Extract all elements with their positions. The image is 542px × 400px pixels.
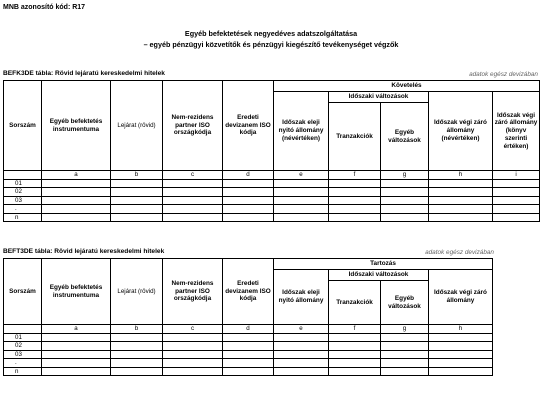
mnb-code: MNB azonosító kód: R17 [3,4,86,11]
t2-header-nyito: Időszak eleji nyitó állomány [274,270,329,325]
t2-header-deviza: Eredeti devizanem ISO kódja [223,259,274,325]
t1-letter: a [42,171,111,180]
report-subtitle: – egyéb pénzügyi közvetítők és pénzügyi kiegészítő tevékenységet végzők [143,40,399,49]
t2-row-number: 03 [4,350,42,358]
table-row [4,213,540,221]
t1-letter: b [111,171,163,180]
report-title: Egyéb befektetések negyedéves adatszolgáltatása [184,29,358,38]
t2-letter: e [274,325,329,334]
table1-unit-note: adatok egész devizában [469,71,538,78]
t1-letter: h [429,171,493,180]
table-row [4,196,540,204]
t1-letter: i [493,171,540,180]
t1-row-number: 03 [4,196,42,204]
t1-header-subgroup: Időszaki változások [329,92,429,103]
t2-letter: h [429,325,493,334]
t1-header-sorszam: Sorszám [4,81,42,171]
t1-header-zaro: Időszak végi záró állomány (névértéken) [429,92,493,171]
t1-row-number: . [4,205,42,213]
t2-header-tranzakciok: Tranzakciók [329,281,381,325]
table-row [4,334,493,342]
t1-letter-blank [4,171,42,180]
t1-letter: g [381,171,429,180]
t1-letter: f [329,171,381,180]
t2-header-zaro: Időszak végi záró állomány [429,270,493,325]
t2-letter-blank [4,325,42,334]
t1-header-lejarat: Lejárat (rövid) [111,81,163,171]
t2-letter: f [329,325,381,334]
t1-header-tranzakciok: Tranzakciók [329,103,381,171]
t2-header-partner: Nem-rezidens partner ISO országkódja [163,259,223,325]
t1-row-number: 01 [4,180,42,188]
t2-letter: g [381,325,429,334]
table-row [4,367,493,375]
t1-letter: c [163,171,223,180]
table2-unit-note: adatok egész devizában [425,249,494,256]
table-row [4,188,540,196]
table1-name: BEFK3DE tábla: Rövid lejáratú kereskedelmi hitelek [3,70,165,77]
t1-header-group: Követelés [274,81,540,92]
t2-row-number: 02 [4,342,42,350]
t2-header-lejarat: Lejárat (rövid) [111,259,163,325]
t1-header-instrument: Egyéb befektetés instrumentuma [42,81,111,171]
t2-row-number: n [4,367,42,375]
table2-name: BEFT3DE tábla: Rövid lejáratú kereskedelmi hitelek [3,248,165,255]
t2-header-subgroup: Időszaki változások [329,270,429,281]
t2-header-sorszam: Sorszám [4,259,42,325]
t2-letter: d [223,325,274,334]
t1-letter: d [223,171,274,180]
t1-letter: e [274,171,329,180]
table-row [4,342,493,350]
t2-row-number: . [4,359,42,367]
table2 [3,258,493,376]
t1-header-deviza: Eredeti devizanem ISO kódja [223,81,274,171]
table1 [3,80,540,222]
t2-header-group: Tartozás [274,259,493,270]
table-row [4,359,493,367]
t1-header-egyeb: Egyéb változások [381,103,429,171]
t2-header-instrument: Egyéb befektetés instrumentuma [42,259,111,325]
t1-header-partner: Nem-rezidens partner ISO országkódja [163,81,223,171]
t2-letter: a [42,325,111,334]
t1-header-nyito: Időszak eleji nyitó állomány (névértéken) [274,92,329,171]
t2-letter: c [163,325,223,334]
t1-row-number: n [4,213,42,221]
t1-row-number: 02 [4,188,42,196]
t2-header-egyeb: Egyéb változások [381,281,429,325]
t2-letter: b [111,325,163,334]
table-row [4,350,493,358]
table-row [4,205,540,213]
t2-row-number: 01 [4,334,42,342]
table-row [4,180,540,188]
t1-header-zaro-konyv: Időszak végi záró állomány (könyv szerinti értéken) [493,92,540,171]
